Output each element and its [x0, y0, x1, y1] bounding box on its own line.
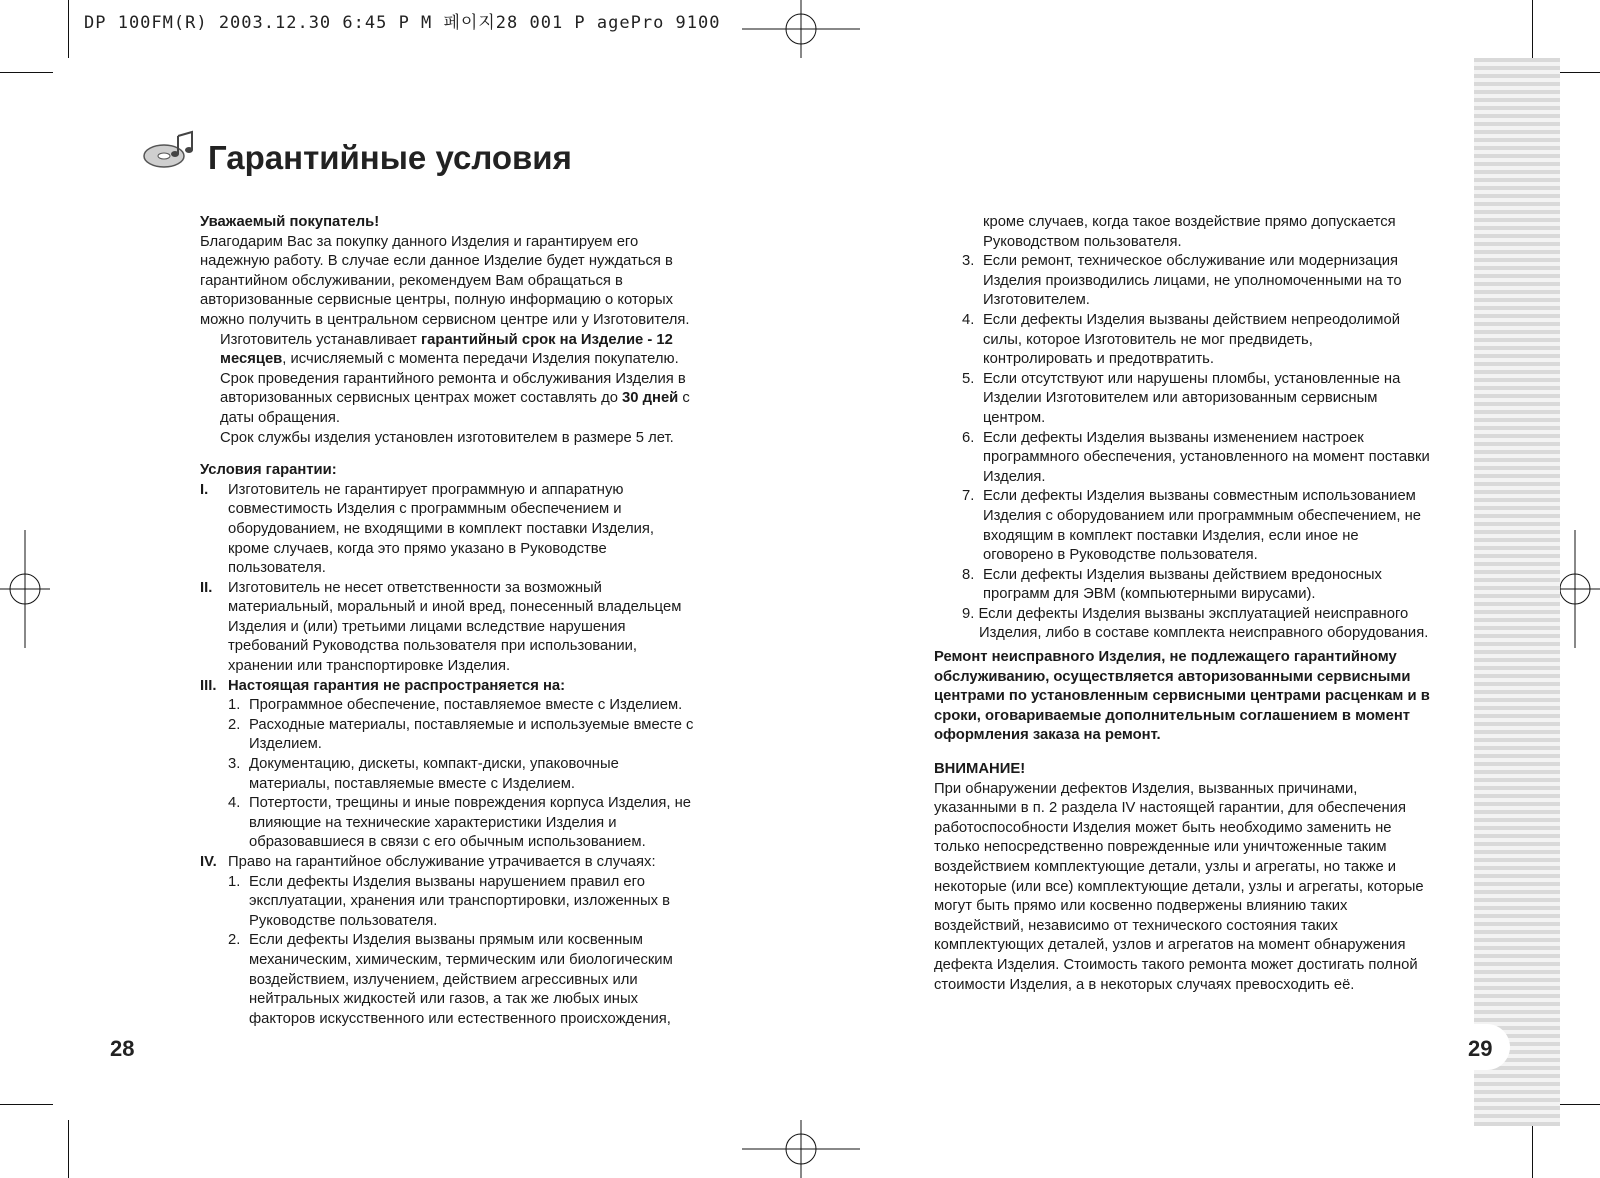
- greeting: Уважаемый покупатель!: [200, 214, 380, 230]
- list-item: [228, 931, 740, 1029]
- continuation: [934, 213, 1474, 252]
- item-number: 8.: [962, 566, 975, 583]
- item-line: материалы, поставляемые вместе с Изделием.: [249, 775, 575, 792]
- item-number: 1.: [228, 873, 241, 890]
- crop-mark: [0, 72, 53, 73]
- item-line: Если дефекты Изделия вызваны изменением настроек: [983, 429, 1364, 446]
- item-line: механическим, химическим, термическим или биологическим: [249, 951, 673, 968]
- list-item: [228, 696, 740, 716]
- intro-line: можно получить в центральном сервисном центре или у Изготовителя.: [200, 311, 690, 328]
- list-item: [228, 755, 740, 794]
- crop-mark: [1532, 0, 1533, 58]
- item-line: 9. Если дефекты Изделия вызваны эксплуатацией неисправного: [962, 605, 1409, 622]
- section-number: II.: [200, 579, 213, 596]
- section-ii: [200, 579, 740, 677]
- section-number: I.: [200, 481, 209, 498]
- registration-mark-icon: [742, 0, 860, 58]
- item-line: Изделии Изготовителем или авторизованным сервисным: [983, 390, 1378, 407]
- list-item: [228, 716, 740, 755]
- list-item: [934, 311, 1474, 370]
- section-line: требований Руководства пользователя при использовании,: [228, 638, 638, 655]
- item-number: 1.: [228, 697, 241, 714]
- crop-mark: [68, 0, 69, 58]
- section-i: [200, 481, 740, 579]
- item-number: 3.: [962, 253, 975, 270]
- attention-line: При обнаружении дефектов Изделия, вызванных причинами,: [934, 780, 1358, 797]
- notice-line: центрами по установленным сервисными центрами расценкам и в: [934, 688, 1430, 705]
- notice-line: Ремонт неисправного Изделия, не подлежащего гарантийному: [934, 649, 1397, 666]
- section-line: хранении или транспортировке Изделия.: [228, 658, 511, 675]
- repair-line: Срок проведения гарантийного ремонта и обслуживания Изделия в: [220, 370, 686, 387]
- repair-line: авторизованных сервисных центрах может составлять до 30 дней с: [220, 390, 690, 407]
- intro-line: надежную работу. В случае если данное Изделие будет нуждаться в: [200, 253, 673, 270]
- item-number: 2.: [228, 932, 241, 949]
- crop-mark: [68, 1120, 69, 1178]
- item-line: факторов искусственного или естественного происхождения,: [249, 1010, 671, 1027]
- item-line: Если дефекты Изделия вызваны действием вредоносных: [983, 566, 1382, 583]
- section-line: оборудованием, не входящими в комплект поставки Изделия,: [228, 520, 654, 537]
- item-line: программ для ЭВМ (компьютерными вирусами).: [983, 586, 1316, 603]
- print-slug: DP 100FM(R) 2003.12.30 6:45 P M 페이지28 001 P agePro 9100: [84, 13, 721, 33]
- section-heading: Право на гарантийное обслуживание утрачивается в случаях:: [228, 854, 656, 870]
- item-line: Если дефекты Изделия вызваны прямым или косвенным: [249, 932, 643, 949]
- item-line: оговорено в Руководстве пользователя.: [983, 547, 1258, 564]
- item-number: 5.: [962, 370, 975, 387]
- item-line: Потертости, трещины и иные повреждения корпуса Изделия, не: [249, 795, 691, 812]
- item-line: влияющие на технические характеристики Изделия и: [249, 814, 617, 831]
- attention-line: воздействий, независимо от технического состояния таких: [934, 917, 1338, 934]
- item-line: Руководстве пользователя.: [249, 912, 438, 929]
- item-line: Если дефекты Изделия вызваны совместным использованием: [983, 488, 1416, 505]
- item-line: Программное обеспечение, поставляемое вместе с Изделием.: [249, 697, 683, 714]
- page-title: Гарантийные условия: [208, 139, 572, 176]
- item-line: Расходные материалы, поставляемые и используемые вместе с: [249, 716, 694, 733]
- item-line: эксплуатации, хранения или транспортировки, изложенных в: [249, 893, 671, 910]
- item-line: центром.: [983, 409, 1046, 426]
- item-line: образовавшиеся в связи с его обычным использованием.: [249, 834, 646, 851]
- list-item: [934, 429, 1474, 488]
- item-line: силы, которое Изготовитель не мог предвидеть,: [983, 331, 1313, 348]
- attention-line: указанными в п. 2 раздела IV настоящей гарантии, для обеспечения: [934, 800, 1406, 817]
- item-line: Если дефекты Изделия вызваны действием непреодолимой: [983, 311, 1400, 328]
- section-line: Изделия и (или) третьими лицами вследствие нарушения: [228, 618, 626, 635]
- item-number: 2.: [228, 716, 241, 733]
- section-number: III.: [200, 677, 217, 694]
- section-number: IV.: [200, 854, 217, 870]
- notice-line: сроки, оговариваемые дополнительным соглашением в момент: [934, 707, 1411, 724]
- intro-line: гарантийном обслуживании, рекомендуем Вам обращаться в: [200, 272, 623, 289]
- left-column: [200, 213, 740, 1029]
- notice-line: обслуживанию, осуществляется авторизованными сервисными: [934, 668, 1411, 685]
- item-line: программного обеспечения, установленного на момент поставки: [983, 449, 1430, 466]
- item-line: Если ремонт, техническое обслуживание или модернизация: [983, 253, 1399, 270]
- item-number: 6.: [962, 429, 975, 446]
- item-number: 4.: [228, 795, 241, 812]
- notice-line: оформления заказа на ремонт.: [934, 727, 1161, 744]
- intro-line: Благодарим Вас за покупку данного Изделия и гарантируем его: [200, 233, 639, 250]
- service-life: Срок службы изделия установлен изготовителем в размере 5 лет.: [220, 429, 674, 446]
- item-line: Руководством пользователя.: [983, 233, 1182, 250]
- attention-line: дефекта Изделия. Стоимость такого ремонта может достигать полной: [934, 956, 1418, 973]
- section-heading: Настоящая гарантия не распространяется на:: [228, 677, 566, 694]
- attention-line: воздействием комплектующие детали, узлы и агрегаты, но также и: [934, 859, 1397, 875]
- registration-mark-icon: [742, 1120, 860, 1178]
- item-number: 7.: [962, 488, 975, 505]
- item-line: нейтральных жидкостей или газов, а так же любых иных: [249, 991, 639, 1008]
- list-item: [934, 487, 1474, 565]
- item-line: входящим в комплект поставки Изделия, если иное не: [983, 527, 1359, 544]
- item-line: Изделия производились лицами, не уполномоченными на то: [983, 272, 1402, 289]
- list-item: [934, 252, 1474, 311]
- item-line: Изделия, либо в составе комплекта неисправного оборудования.: [979, 625, 1429, 642]
- list-item: [228, 873, 740, 932]
- item-line: Если дефекты Изделия вызваны нарушением правил его: [249, 873, 645, 890]
- attention-line: работоспособности Изделия может быть необходимо заменить не: [934, 819, 1392, 836]
- item-number: 4.: [962, 311, 975, 328]
- item-line: Если отсутствуют или нарушены пломбы, установленные на: [983, 370, 1401, 387]
- item-number: 3.: [228, 756, 241, 773]
- side-stripe: [1474, 58, 1560, 1126]
- attention-line: могут быть прямо или косвенно подвержены влиянию таких: [934, 898, 1348, 915]
- section-line: материальный, моральный и иной вред, понесенный владельцем: [228, 599, 682, 616]
- warranty-block: [200, 331, 740, 449]
- registration-mark-icon: [0, 530, 50, 648]
- right-column: [934, 213, 1474, 995]
- section-iii: [200, 677, 740, 853]
- item-line: кроме случаев, когда такое воздействие прямо допускается: [983, 214, 1396, 230]
- item-line: Изделия.: [983, 468, 1046, 485]
- item-line: контролировать и предотвратить.: [983, 351, 1214, 368]
- list-item: [228, 794, 740, 853]
- item-line: воздействием, излучением, действием агрессивных или: [249, 971, 638, 988]
- section-line: Изготовитель не несет ответственности за возможный: [228, 579, 602, 596]
- intro-line: авторизованные сервисные центры, полную информацию о которых: [200, 292, 674, 309]
- attention-heading: ВНИМАНИЕ!: [934, 761, 1026, 778]
- warranty-line: месяцев, исчисляемый с момента передачи Изделия покупателю.: [220, 351, 679, 368]
- music-note-disc-icon: [142, 130, 200, 174]
- warranty-line: Изготовитель устанавливает гарантийный срок на Изделие - 12: [220, 331, 673, 348]
- section-line: Изготовитель не гарантирует программную и аппаратную: [228, 481, 624, 498]
- attention-line: некоторые (или все) комплектующие детали, узлы и агрегаты, которые: [934, 878, 1424, 895]
- item-line: Изделием.: [249, 736, 322, 753]
- section-iv: [200, 853, 740, 1029]
- attention-line: только непосредственно поврежденные или уничтоженные таким: [934, 839, 1387, 856]
- repair-line: даты обращения.: [220, 409, 341, 426]
- crop-mark: [1532, 1120, 1533, 1178]
- list-item: [934, 605, 1474, 644]
- attention-line: стоимости Изделия, а в некоторых случаях превосходить её.: [934, 976, 1355, 993]
- section-line: кроме случаев, когда это прямо указано в Руководстве: [228, 540, 607, 557]
- list-item: [934, 370, 1474, 429]
- page-number-left: 28: [110, 1036, 135, 1061]
- page-number-right: 29: [1468, 1036, 1493, 1061]
- section-line: совместимость Изделия с программным обеспечением и: [228, 501, 622, 518]
- list-item: [934, 566, 1474, 605]
- conditions-heading: Условия гарантии:: [200, 462, 337, 479]
- repair-notice: [934, 648, 1474, 746]
- section-line: пользователя.: [228, 560, 326, 577]
- crop-mark: [0, 1104, 53, 1105]
- attention-text: [934, 780, 1474, 996]
- item-line: Изделия с оборудованием или программным обеспечением, не: [983, 507, 1421, 524]
- item-line: Документацию, дискеты, компакт-диски, упаковочные: [249, 756, 619, 773]
- attention-line: комплектующих деталей, узлов и агрегатов на момент обнаружения: [934, 937, 1406, 954]
- item-line: Изготовителем.: [983, 292, 1090, 309]
